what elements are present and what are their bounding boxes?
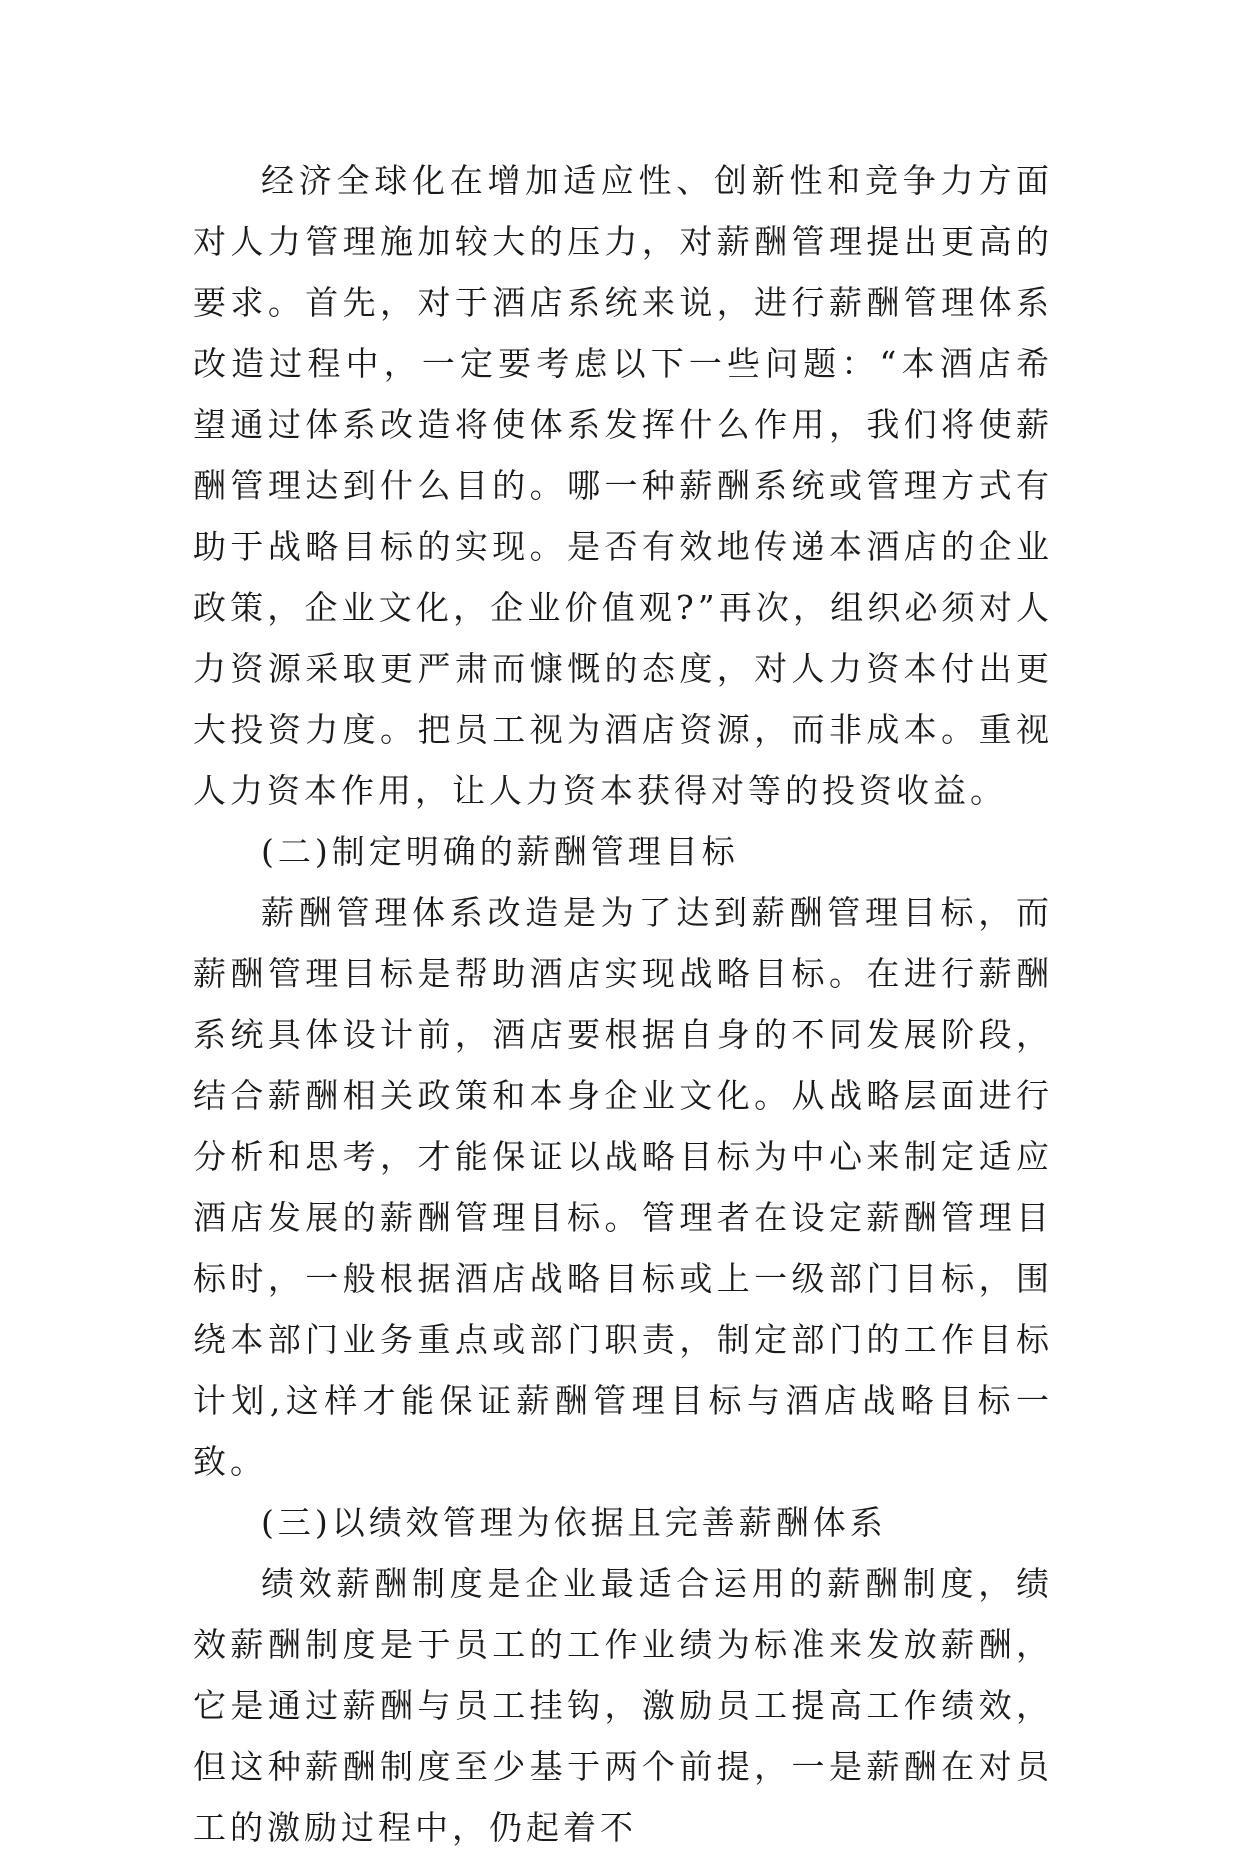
- section-heading-3: (三)以绩效管理为依据且完善薪酬体系: [261, 1503, 887, 1542]
- section-heading-2: (二)制定明确的薪酬管理目标: [261, 832, 739, 871]
- paragraph-salary-goals: 薪酬管理体系改造是为了达到薪酬管理目标，而薪酬管理目标是帮助酒店实现战略目标。在进行薪酬系统具体设计前，酒店要根据自身的不同发展阶段，结合薪酬相关政策和本身企业文化。从战略层面进行分析和思考，才能保证以战略目标为中心来制定适应酒店发展的薪酬管理目标。管理者在设定薪酬管理目标时，一般根据酒店战略目标或上一级部门目标，围绕本部门业务重点或部门职责，制定部门的工作目标计划,这样才能保证薪酬管理目标与酒店战略目标一致。: [193, 893, 1053, 1481]
- paragraph-global-pressure: 经济全球化在增加适应性、创新性和竞争力方面对人力管理施加较大的压力，对薪酬管理提出更高的要求。首先，对于酒店系统来说，进行薪酬管理体系改造过程中，一定要考虑以下一些问题：“本酒店希望通过体系改造将使体系发挥什么作用，我们将使薪酬管理达到什么目的。哪一种薪酬系统或管理方式有助于战略目标的实现。是否有效地传递本酒店的企业政策，企业文化，企业价值观?”再次，组织必须对人力资源采取更严肃而慷慨的态度，对人力资本付出更大投资力度。把员工视为酒店资源，而非成本。重视人力资本作用，让人力资本获得对等的投资收益。: [193, 161, 1053, 810]
- paragraph-performance-pay: 绩效薪酬制度是企业最适合运用的薪酬制度，绩效薪酬制度是于员工的工作业绩为标准来发放薪酬，它是通过薪酬与员工挂钩，激励员工提高工作绩效，但这种薪酬制度至少基于两个前提，一是薪酬在对员工的激励过程中，仍起着不: [193, 1564, 1053, 1847]
- document-body: [193, 150, 1053, 1858]
